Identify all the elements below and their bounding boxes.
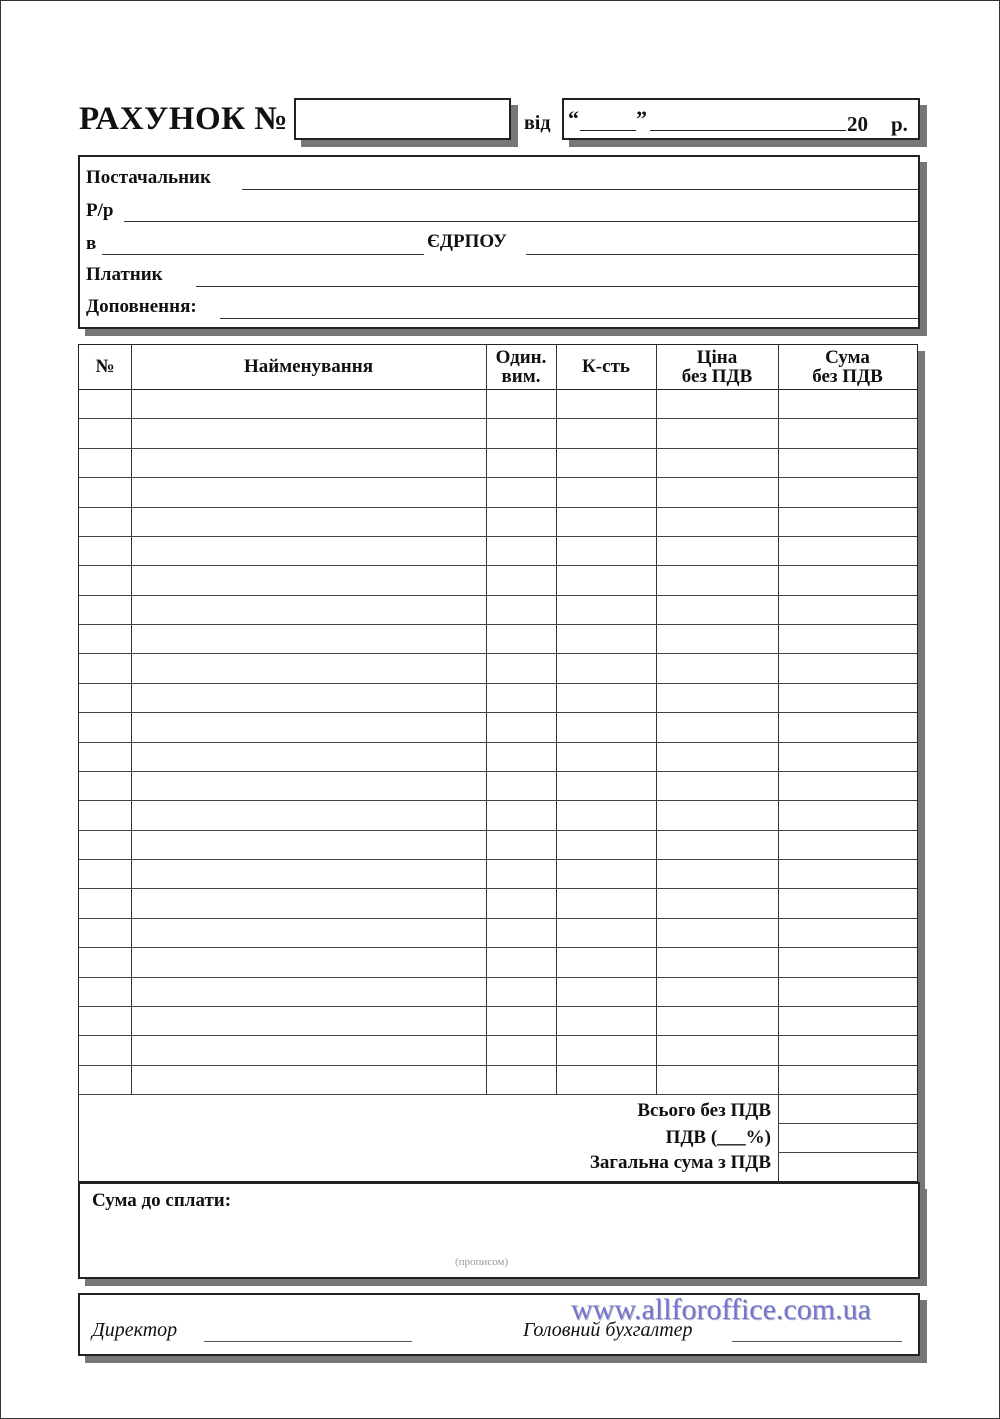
col-header-no: № [95, 356, 115, 377]
vat-label: ПДВ (___%) [665, 1127, 771, 1148]
col-header-price [656, 348, 778, 386]
month-line [650, 130, 846, 131]
year-suffix: р. [891, 112, 908, 136]
table-row-line [79, 1006, 917, 1007]
col-divider [486, 345, 487, 1094]
table-row-line [79, 536, 917, 537]
col-header-price-line2: без ПДВ [681, 366, 753, 387]
account-line[interactable] [124, 221, 918, 222]
day-line [580, 130, 636, 131]
payer-label: Платник [86, 264, 163, 285]
date-from-label: від [524, 112, 551, 134]
table-row-line [79, 477, 917, 478]
table-row-line [79, 1065, 917, 1066]
close-quote: ” [636, 106, 647, 131]
table-row-line [79, 859, 917, 860]
bank-label: в [86, 233, 97, 254]
grand-total-label: Загальна сума з ПДВ [589, 1152, 771, 1173]
col-header-unit-line1: Один. [495, 347, 547, 368]
col-header-unit [486, 348, 556, 386]
table-row-line [79, 771, 917, 772]
totals-divider [79, 1094, 917, 1095]
table-row-line [79, 595, 917, 596]
accountant-label: Головний бухгалтер [523, 1319, 693, 1341]
totals-row-line [778, 1123, 917, 1124]
table-row-line [79, 830, 917, 831]
table-row-line [79, 800, 917, 801]
supplier-line[interactable] [242, 189, 918, 190]
watermark: www.allforoffice.com.ua [571, 1293, 871, 1326]
payment-hint: (прописом) [455, 1256, 509, 1268]
col-divider [556, 345, 557, 1094]
table-row-line [79, 653, 917, 654]
invoice-number-field[interactable] [294, 98, 511, 140]
col-header-name: Найменування [244, 356, 373, 377]
table-row-line [79, 565, 917, 566]
col-header-sum-line1: Сума [825, 347, 870, 368]
table-row-line [79, 977, 917, 978]
account-label: Р/р [86, 200, 114, 221]
addition-label: Доповнення: [86, 296, 197, 317]
table-row-line [79, 507, 917, 508]
payer-line[interactable] [196, 286, 918, 287]
edrpou-line[interactable] [526, 254, 918, 255]
table-row-line [79, 448, 917, 449]
table-row-line [79, 683, 917, 684]
items-table [78, 344, 918, 1182]
addition-line[interactable] [220, 318, 918, 319]
director-label: Директор [92, 1319, 178, 1341]
totals-row-line [778, 1152, 917, 1153]
col-header-unit-line2: вим. [501, 366, 541, 387]
invoice-date-field[interactable] [562, 98, 920, 140]
col-divider [656, 345, 657, 1094]
accountant-signature-line[interactable] [732, 1341, 902, 1342]
header-divider [79, 389, 917, 390]
director-signature-line[interactable] [204, 1341, 412, 1342]
year-prefix: 20 [847, 112, 868, 136]
table-row-line [79, 742, 917, 743]
col-header-qty: К-сть [582, 356, 630, 377]
table-row-line [79, 418, 917, 419]
col-header-sum [778, 348, 917, 386]
supplier-label: Постачальник [86, 167, 211, 188]
col-divider [778, 345, 779, 1181]
col-divider [131, 345, 132, 1094]
subtotal-label: Всього без ПДВ [637, 1100, 771, 1121]
table-row-line [79, 712, 917, 713]
table-row-line [79, 624, 917, 625]
col-header-price-line1: Ціна [696, 347, 738, 368]
col-header-sum-line2: без ПДВ [812, 366, 883, 387]
table-row-line [79, 918, 917, 919]
table-row-line [79, 1035, 917, 1036]
table-row-line [79, 947, 917, 948]
parties-box [78, 155, 920, 329]
payment-box[interactable] [78, 1182, 920, 1279]
payment-label: Сума до сплати: [92, 1190, 232, 1211]
edrpou-label: ЄДРПОУ [427, 231, 507, 252]
bank-line[interactable] [102, 254, 424, 255]
open-quote: “ [568, 106, 579, 131]
table-row-line [79, 888, 917, 889]
invoice-title: РАХУНОК № [79, 101, 288, 137]
